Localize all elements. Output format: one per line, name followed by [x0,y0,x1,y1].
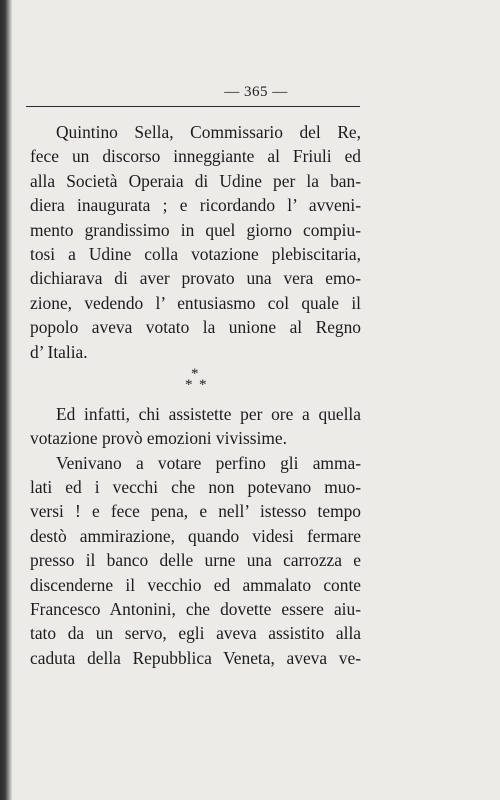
header-rule [26,106,360,107]
text-line: d’ Italia. [30,341,88,362]
text-line: Quintino Sella, Commissario del Re, [56,122,361,142]
text-line: tato da un servo, egli aveva assistito alla [30,623,361,644]
text-line: presso il banco delle urne una carrozza e [30,550,361,571]
paragraph-2 [30,402,361,451]
text-line: popolo aveva votato la unione al Regno [30,317,361,338]
text-line: Ed infatti, chi assistette per ore a quella [56,403,361,424]
section-separator [30,366,361,402]
text-line: mento grandissimo in quel giorno compiu- [30,219,361,240]
paragraph-3 [30,451,361,671]
text-line: Venivano a votare perfino gli amma- [56,452,361,473]
asterisk-top: * [191,365,199,382]
book-page [12,0,500,800]
paragraph-1 [30,120,361,364]
text-line: versi ! e fece pena, e nell’ istesso tempo [30,501,361,522]
asterisk-left: * [185,376,193,393]
text-line: diera inaugurata ; e ricordando l’ avveni- [30,195,361,216]
text-line: zione, vedendo l’ entusiasmo col quale il [30,292,361,313]
body-text [30,120,361,670]
text-line: alla Società Operaia di Udine per la ban- [30,170,361,191]
text-line: tosi a Udine colla votazione plebiscitaria, [30,243,361,264]
text-line: votazione provò emozioni vivissime. [30,428,287,449]
text-line: dichiarava di aver provato una vera emo- [30,268,361,289]
text-line: caduta della Repubblica Veneta, aveva ve- [30,647,361,668]
asterisk-right: * [199,376,207,393]
text-line: fece un discorso inneggiante al Friuli ed [30,146,361,167]
page-number: — 365 — [224,84,288,100]
text-line: lati ed i vecchi che non potevano muo- [30,477,361,498]
text-line: discenderne il vecchio ed ammalato conte [30,574,361,595]
text-line: Francesco Antonini, che dovette essere aiu- [30,599,361,620]
text-line: destò ammirazione, quando videsi fermare [30,525,361,546]
book-binding-edge [0,0,12,800]
